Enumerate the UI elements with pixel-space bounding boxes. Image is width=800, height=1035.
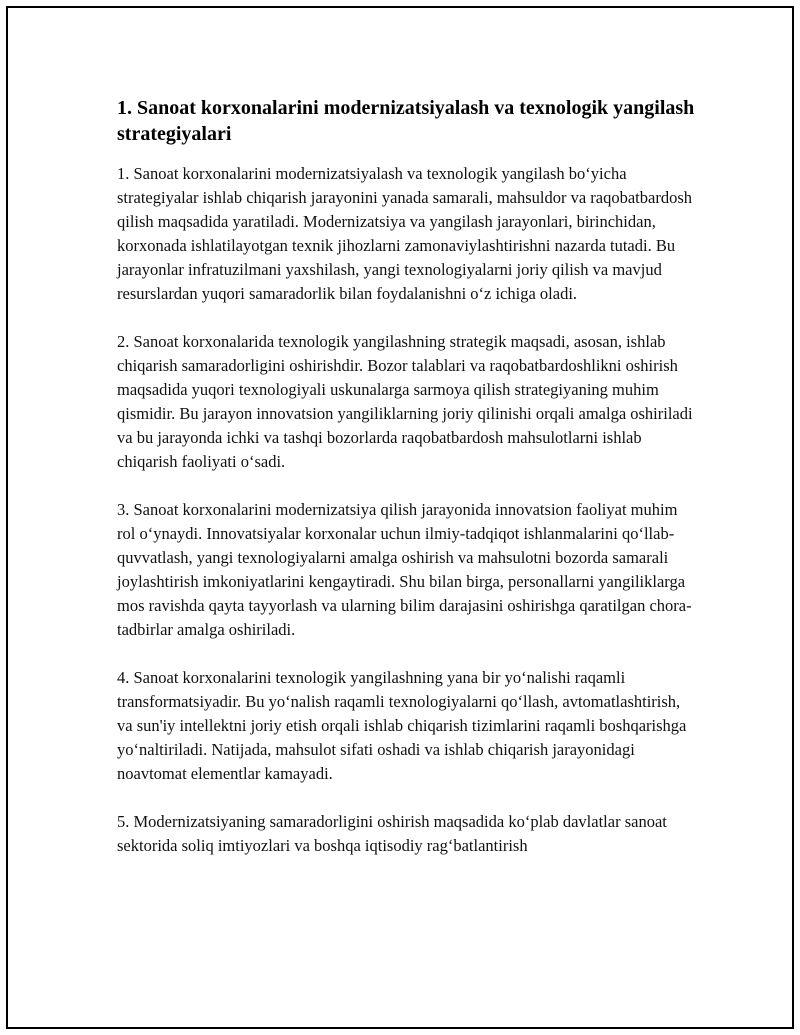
paragraph-3: 3. Sanoat korxonalarini modernizatsiya qilish jarayonida innovatsion faoliyat muhim rol o‘ynaydi. Innovatsiyalar korxonalar uchun ilmiy-tadqiqot ishlanmalarini qo‘llab-quvvatlash, yangi texnologiyalarni amalga oshirish va mahsulotni bozorda samarali joylashtirish imkoniyatlarini kengaytiradi. Shu bilan birga, personallarni yangiliklarga mos ravishda qayta tayyorlash va ularning bilim darajasini oshirishga qaratilgan chora-tadbirlar amalga oshiriladi. — [117, 500, 692, 639]
paragraph-4: 4. Sanoat korxonalarini texnologik yangilashning yana bir yo‘nalishi raqamli transformatsiyadir. Bu yo‘nalish raqamli texnologiyalarni qo‘llash, avtomatlashtirish, va sun'iy intellektni joriy etish orqali ishlab chiqarish tizimlarini raqamli boshqarishga yo‘naltiriladi. Natijada, mahsulot sifati oshadi va ishlab chiqarish jarayonidagi noavtomat elementlar kamayadi. — [117, 668, 687, 783]
paragraph-5: 5. Modernizatsiyaning samaradorligini oshirish maqsadida ko‘plab davlatlar sanoat sektorida soliq imtiyozlari va boshqa iqtisodiy rag‘batlantirish — [117, 812, 667, 855]
document-body — [117, 95, 697, 882]
paragraph-2: 2. Sanoat korxonalarida texnologik yangilashning strategik maqsadi, asosan, ishlab chiqarish samaradorligini oshirishdir. Bozor talablari va raqobatbardoshlikni oshirish maqsadida yuqori texnologiyali uskunalarga sarmoya qilish strategiyaning muhim qismidir. Bu jarayon innovatsion yangiliklarning joriy qilinishi orqali amalga oshiriladi va bu jarayonda ichki va tashqi bozorlarda raqobatbardosh mahsulotlarni ishlab chiqarish faoliyati o‘sadi. — [117, 332, 693, 471]
paragraph-1: 1. Sanoat korxonalarini modernizatsiyalash va texnologik yangilash bo‘yicha strategiyalar ishlab chiqarish jarayonini yanada samarali, mahsuldor va raqobatbardosh qilish maqsadida yaratiladi. Modernizatsiya va yangilash jarayonlari, birinchidan, korxonada ishlatilayotgan texnik jihozlarni zamonaviylashtirishni nazarda tutadi. Bu jarayonlar infratuzilmani yaxshilash, yangi texnologiyalarni joriy qilish va mavjud resurslardan yuqori samaradorlik bilan foydalanishni o‘z ichiga oladi. — [117, 164, 693, 303]
section-heading: 1. Sanoat korxonalarini modernizatsiyalash va texnologik yangilash strategiyalari — [117, 97, 695, 145]
